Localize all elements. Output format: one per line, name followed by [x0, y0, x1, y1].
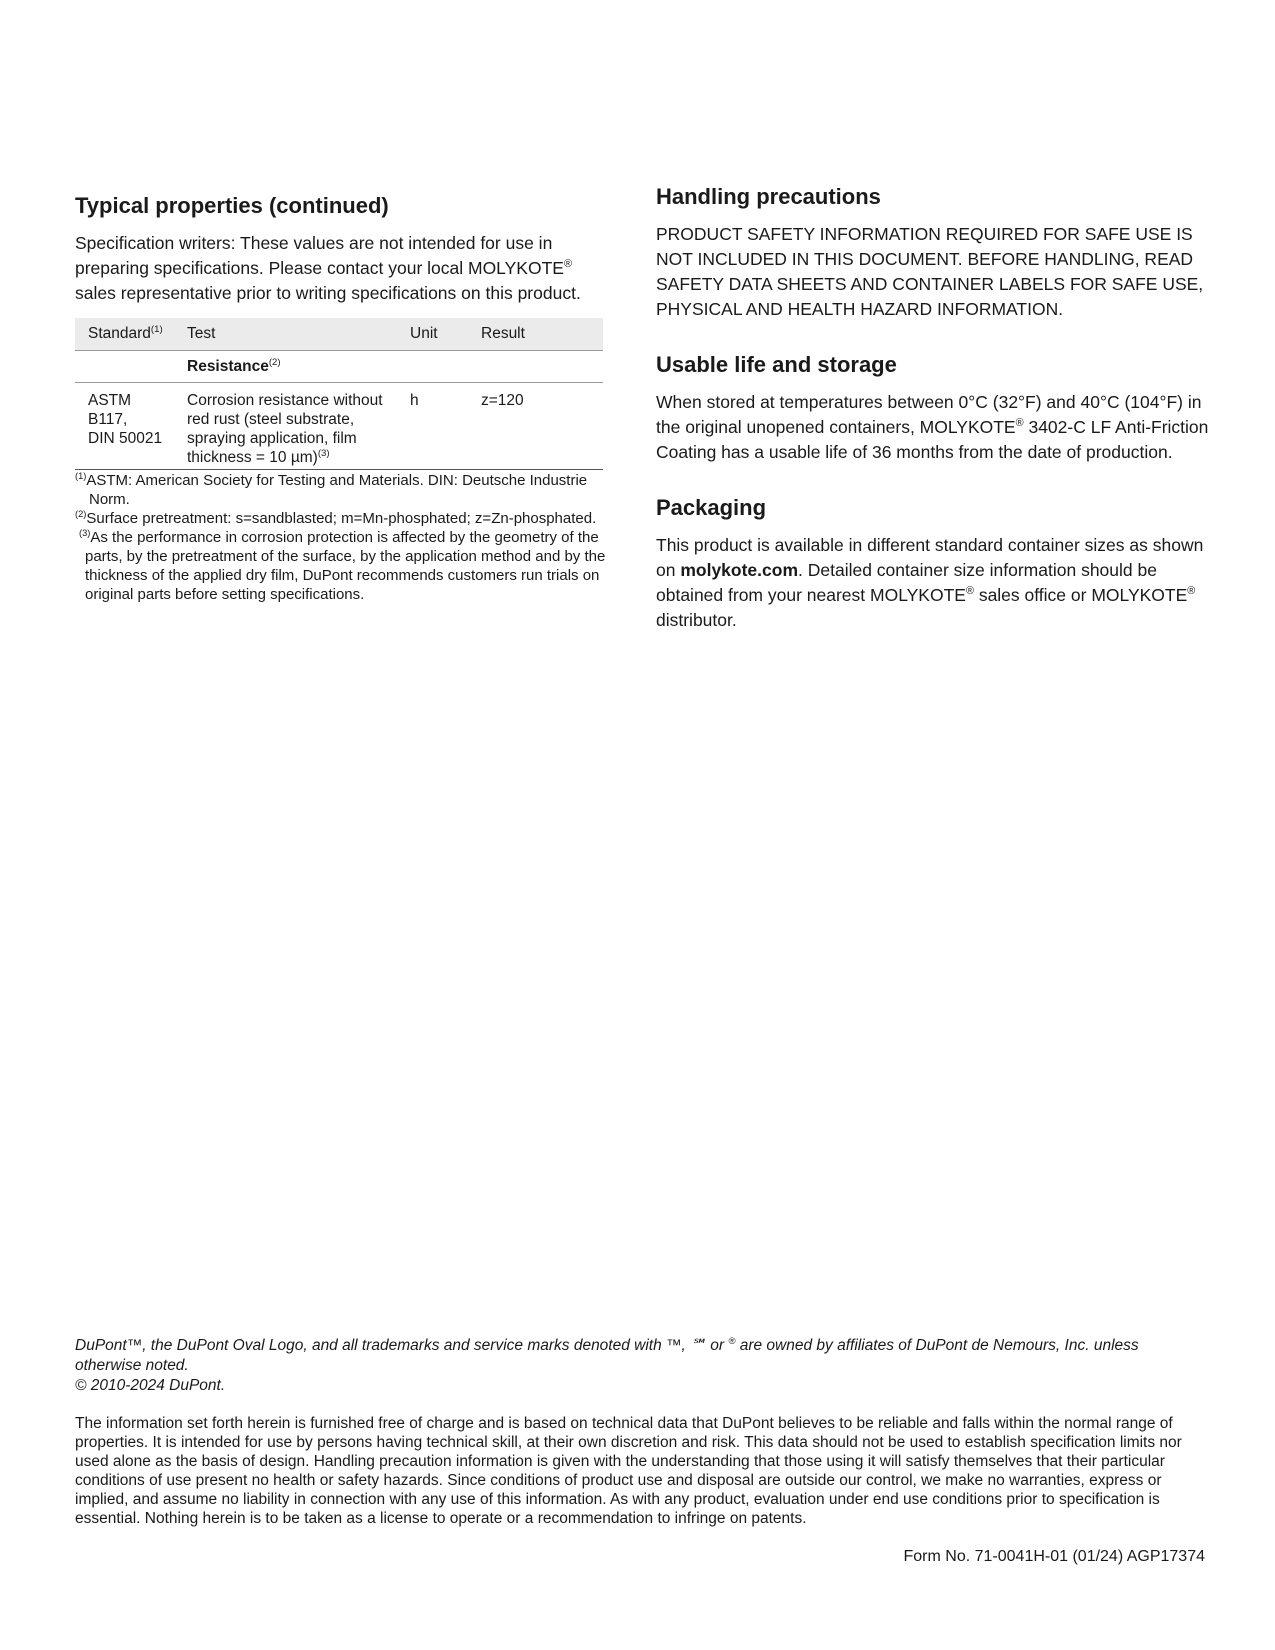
footnote-2: $^{(2)}$Surface pretreatment: s=sandblasted; m=Mn-phosphated; z=Zn-phosphated.	[75, 509, 597, 527]
table-footnotes	[75, 471, 615, 604]
group-label-resistance: Resistance$^{(2)}$	[174, 351, 603, 383]
cell-result: z=120	[468, 383, 603, 470]
handling-text: PRODUCT SAFETY INFORMATION REQUIRED FOR SAFE USE IS NOT INCLUDED IN THIS DOCUMENT. BEFORE HANDLING, READ SAFETY DATA SHEETS AND CONTAINER LABELS FOR SAFE USE, PHYSICAL AND HEALTH HAZARD INFORMATION.	[656, 224, 1204, 319]
footnote-3: $^{(3)}$As the performance in corrosion protection is affected by the geometry of the parts, by the pretreatment of the surface, by the application method and by the thickness of the applied dry film, DuPont recommends customers run trials on original parts before setting specifications.	[79, 528, 606, 603]
col-header-test: Test	[174, 318, 397, 351]
handling-heading: Handling precautions	[656, 184, 881, 209]
page-footer	[75, 1336, 1205, 1528]
cell-standard: ASTM B117, DIN 50021	[75, 383, 174, 470]
cell-test: Corrosion resistance without red rust (steel substrate, spraying application, film thickness = 10 µm)$^{(3)}$	[174, 383, 397, 470]
col-header-standard: Standard$^{(1)}$	[75, 318, 174, 351]
table-group-row	[75, 351, 603, 383]
col-header-result: Result	[468, 318, 603, 351]
properties-table	[75, 318, 603, 470]
col-header-unit: Unit	[397, 318, 468, 351]
disclaimer-text: The information set forth herein is furnished free of charge and is based on technical data that DuPont believes to be reliable and falls within the normal range of properties. It is intended for use by persons having technical skill, at their own discretion and risk. This data should not be used to establish specification limits nor used alone as the basis of design. Handling precaution information is given with the understanding that those using it will satisfy themselves that their particular conditions of use present no health or safety hazards. Since conditions of product use and disposal are outside our control, we make no warranties, express or implied, and assume no liability in connection with any use of this information. As with any product, evaluation under end use conditions prior to specification is essential. Nothing herein is to be taken as a license to operate or a recommendation to infringe on patents.	[75, 1415, 1182, 1527]
storage-text: When stored at temperatures between 0°C (32°F) and 40°C (104°F) in the original unopened containers, MOLYKOTE® 3402-C LF Anti-Friction Coating has a usable life of 36 months from the date of production.	[656, 392, 1209, 462]
molykote-link[interactable]: molykote.com	[680, 560, 799, 580]
packaging-section	[656, 494, 1211, 633]
typical-properties-heading: Typical properties (continued)	[75, 193, 389, 218]
cell-unit: h	[397, 383, 468, 470]
left-column	[75, 192, 620, 604]
right-column	[656, 183, 1211, 662]
spec-writers-note: Specification writers: These values are not intended for use in preparing specifications. Please contact your local MOLYKOTE® sales representative prior to writing specifications on this product.	[75, 233, 581, 303]
handling-section	[656, 183, 1211, 322]
table-row	[75, 383, 603, 470]
trademark-notice: DuPont™, the DuPont Oval Logo, and all trademarks and service marks denoted with ™, ℠ or ® are owned by affiliates of DuPont de Nemours, Inc. unless otherwise noted. © 2010-2024 DuPont.	[75, 1335, 1139, 1394]
form-number: Form No. 71-0041H-01 (01/24) AGP17374	[903, 1548, 1205, 1565]
copyright: © 2010-2024 DuPont.	[75, 1377, 226, 1394]
table-header-row	[75, 318, 603, 351]
storage-section	[656, 351, 1211, 465]
storage-heading: Usable life and storage	[656, 352, 897, 377]
packaging-text: This product is available in different standard container sizes as shown on molykote.com. Detailed container size information should be obtained from your nearest MOLYKOTE® sales office or MOLYKOTE® distributor.	[656, 535, 1204, 630]
footnote-1: $^{(1)}$ASTM: American Society for Testing and Materials. DIN: Deutsche Industrie Norm.	[75, 471, 588, 508]
packaging-heading: Packaging	[656, 495, 767, 520]
